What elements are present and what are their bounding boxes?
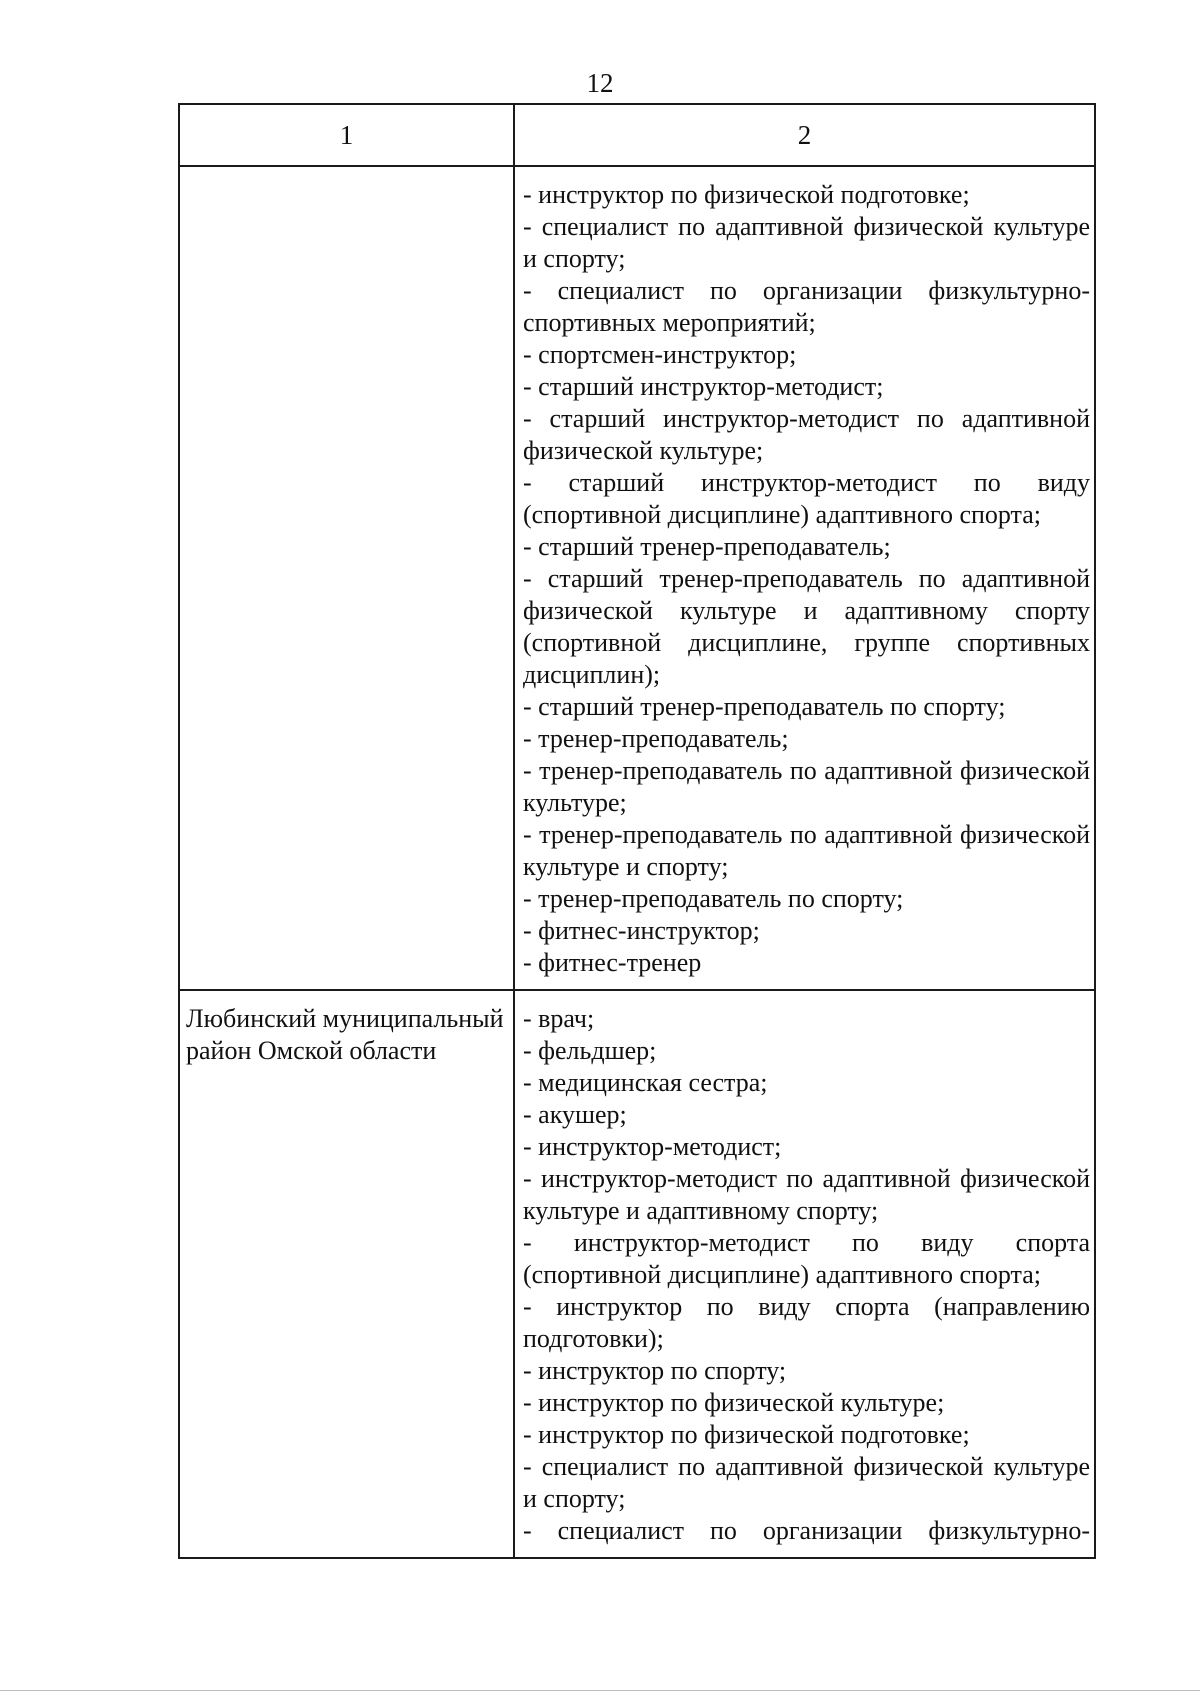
position-item: - тренер-преподаватель по адаптивной физической культуре; xyxy=(523,756,1090,817)
positions-table xyxy=(178,103,1096,1559)
position-item: - акушер; xyxy=(523,1100,627,1129)
position-item: - специалист по адаптивной физической культуре и спорту; xyxy=(523,1452,1090,1513)
region-cell xyxy=(178,989,515,1559)
page-number: 12 xyxy=(586,68,614,98)
position-item: - старший тренер-преподаватель; xyxy=(523,532,891,561)
table-row xyxy=(178,989,1096,1559)
position-item: - фитнес-инструктор; xyxy=(523,916,760,945)
position-item: - инструктор по спорту; xyxy=(523,1356,787,1385)
position-item: - старший инструктор-методист по адаптивной физической культуре; xyxy=(523,404,1090,465)
position-item: - фельдшер; xyxy=(523,1036,657,1065)
position-item: - тренер-преподаватель по спорту; xyxy=(523,884,904,913)
position-item: - инструктор по физической подготовке; xyxy=(523,180,970,209)
position-item: - инструктор-методист; xyxy=(523,1132,782,1161)
position-item: - фитнес-тренер xyxy=(523,948,702,977)
position-item: - спортсмен-инструктор; xyxy=(523,340,797,369)
position-item: - тренер-преподаватель; xyxy=(523,724,789,753)
position-item: - старший инструктор-методист по виду (спортивной дисциплине) адаптивного спорта; xyxy=(523,468,1090,529)
table-row xyxy=(178,165,1096,991)
position-item: - специалист по организации физкультурно-спортивных мероприятий; xyxy=(523,276,1090,337)
position-item: - инструктор-методист по виду спорта (спортивной дисциплине) адаптивного спорта; xyxy=(523,1228,1090,1289)
position-item: - старший тренер-преподаватель по спорту; xyxy=(523,692,1006,721)
table-header-row xyxy=(178,103,1096,167)
position-item: - инструктор по виду спорта (направлению подготовки); xyxy=(523,1292,1090,1353)
position-item: - инструктор по физической подготовке; xyxy=(523,1420,970,1449)
position-item: - инструктор-методист по адаптивной физической культуре и адаптивному спорту; xyxy=(523,1164,1090,1225)
position-item: - старший тренер-преподаватель по адаптивной физической культуре и адаптивному спорту (спортивной дисциплине, группе спортивных дисциплин); xyxy=(523,564,1090,689)
region-cell xyxy=(178,165,515,991)
table-header-col-1: 1 xyxy=(178,103,515,167)
position-item: - старший инструктор-методист; xyxy=(523,372,884,401)
position-item: - специалист по адаптивной физической культуре и спорту; xyxy=(523,212,1090,273)
position-item: - врач; xyxy=(523,1004,595,1033)
scan-edge-line xyxy=(0,1690,1200,1691)
positions-cell xyxy=(513,165,1096,991)
position-item: - инструктор по физической культуре; xyxy=(523,1388,945,1417)
positions-cell xyxy=(513,989,1096,1559)
region-name: Любинский муниципальный район Омской области xyxy=(186,1004,504,1065)
position-item: - медицинская сестра; xyxy=(523,1068,768,1097)
position-item: - специалист по организации физкультурно- xyxy=(523,1516,1090,1545)
position-item: - тренер-преподаватель по адаптивной физической культуре и спорту; xyxy=(523,820,1090,881)
table-header-col-2: 2 xyxy=(513,103,1096,167)
